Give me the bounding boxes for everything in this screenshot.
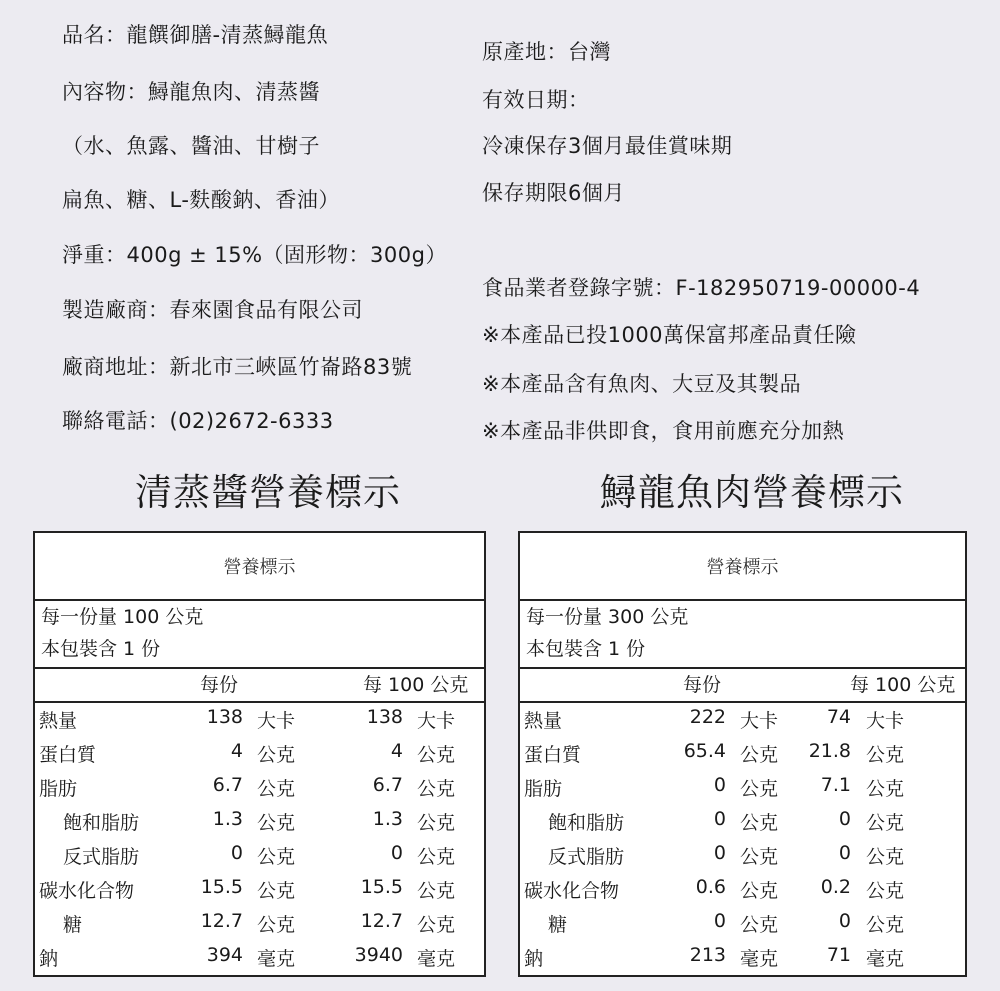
per-100g-unit: 公克: [866, 812, 905, 834]
per-serving-value: 138: [206, 706, 243, 728]
column-header: [520, 667, 965, 703]
per-100g-value: 0.2: [820, 876, 851, 898]
table-row: [520, 941, 965, 975]
per-serving-value: 4: [230, 740, 243, 762]
nutrient-name: 熱量: [524, 710, 563, 732]
insurance-note: ※本產品已投1000萬保富邦產品責任險: [482, 323, 857, 347]
allergen-note: ※本產品含有魚肉、大豆及其製品: [482, 372, 802, 396]
table-row: [35, 941, 484, 975]
per-100g-value: 3940: [354, 944, 403, 966]
per-serving-unit: 大卡: [257, 710, 296, 732]
serving-size: 每一份量 300 公克: [526, 606, 689, 628]
per-serving-unit: 毫克: [740, 948, 779, 970]
nutrient-name: 糖: [548, 914, 568, 936]
per-serving-value: 6.7: [212, 774, 243, 796]
per-serving-value: 0.6: [695, 876, 726, 898]
nutrient-name: 鈉: [39, 948, 59, 970]
per-100g-value: 6.7: [372, 774, 403, 796]
per-serving-unit: 毫克: [257, 948, 296, 970]
nutrient-name: 熱量: [39, 710, 78, 732]
per-100g-value: 71: [826, 944, 851, 966]
manufacturer: 製造廠商：春來園食品有限公司: [62, 298, 363, 322]
per-serving-unit: 公克: [257, 846, 296, 868]
per-serving-value: 0: [713, 774, 726, 796]
table-row: [520, 703, 965, 737]
per-100g-value: 138: [366, 706, 403, 728]
per-100g-value: 74: [826, 706, 851, 728]
per-100g-unit: 公克: [417, 914, 456, 936]
table-row: [35, 907, 484, 941]
shelf-life: 保存期限6個月: [482, 181, 625, 205]
ingredients-line-1: （水、魚露、醬油、甘樹子: [62, 134, 320, 158]
manufacturer-address: 廠商地址：新北市三峽區竹崙路83號: [62, 355, 413, 379]
per-100g-unit: 公克: [417, 778, 456, 800]
column-header: [35, 667, 484, 703]
per-100g-unit: 公克: [417, 812, 456, 834]
nutrient-name: 碳水化合物: [39, 880, 135, 902]
nutrient-name: 碳水化合物: [524, 880, 620, 902]
per-serving-unit: 公克: [257, 812, 296, 834]
per-serving-value: 0: [713, 910, 726, 932]
serving-info: [35, 599, 484, 669]
per-100g-unit: 公克: [866, 914, 905, 936]
nutrient-name: 反式脂肪: [63, 846, 140, 868]
table-row: [35, 771, 484, 805]
ingredients-line-2: 扁魚、糖、L-麩酸鈉、香油）: [62, 188, 340, 212]
per-100g-value: 15.5: [360, 876, 403, 898]
per-100g-unit: 公克: [866, 880, 905, 902]
per-100g-value: 0: [838, 842, 851, 864]
per-serving-unit: 公克: [257, 914, 296, 936]
per-serving-value: 0: [713, 842, 726, 864]
per-serving-value: 394: [206, 944, 243, 966]
col-per-100g: 每 100 公克: [363, 674, 469, 696]
per-100g-unit: 公克: [417, 880, 456, 902]
per-100g-value: 21.8: [808, 740, 851, 762]
per-serving-value: 0: [713, 808, 726, 830]
per-100g-unit: 大卡: [417, 710, 456, 732]
per-100g-value: 4: [390, 740, 403, 762]
per-serving-unit: 公克: [257, 778, 296, 800]
nutrition-header: 營養標示: [35, 533, 484, 601]
per-100g-unit: 公克: [417, 744, 456, 766]
servings-per-pack: 本包裝含 1 份: [41, 638, 161, 660]
serving-info: [520, 599, 965, 669]
expiry-label: 有效日期：: [482, 88, 590, 112]
nutrient-name: 飽和脂肪: [63, 812, 140, 834]
table-row: [35, 805, 484, 839]
per-100g-value: 7.1: [820, 774, 851, 796]
nutrient-name: 脂肪: [39, 778, 78, 800]
per-serving-value: 0: [230, 842, 243, 864]
nutrient-name: 蛋白質: [39, 744, 97, 766]
per-100g-unit: 公克: [866, 744, 905, 766]
table-row: [35, 839, 484, 873]
per-serving-unit: 公克: [740, 778, 779, 800]
per-serving-value: 65.4: [683, 740, 726, 762]
per-100g-unit: 公克: [866, 778, 905, 800]
table-row: [520, 907, 965, 941]
nutrient-name: 蛋白質: [524, 744, 582, 766]
per-serving-unit: 公克: [740, 744, 779, 766]
net-weight: 淨重：400g ± 15%（固形物：300g）: [62, 243, 447, 267]
table-row: [520, 737, 965, 771]
product-name: 品名：龍饌御膳-清蒸鱘龍魚: [62, 23, 329, 47]
per-100g-value: 0: [390, 842, 403, 864]
per-serving-value: 15.5: [200, 876, 243, 898]
per-serving-unit: 公克: [740, 812, 779, 834]
per-100g-unit: 大卡: [866, 710, 905, 732]
per-100g-unit: 毫克: [866, 948, 905, 970]
table-row: [35, 703, 484, 737]
col-per-serving: 每份: [200, 674, 239, 696]
col-per-serving: 每份: [683, 674, 722, 696]
table-row: [520, 805, 965, 839]
per-serving-unit: 公克: [740, 914, 779, 936]
best-before: 冷凍保存3個月最佳賞味期: [482, 134, 733, 158]
nutrient-name: 脂肪: [524, 778, 563, 800]
per-serving-unit: 公克: [257, 744, 296, 766]
heating-note: ※本產品非供即食，食用前應充分加熱: [482, 419, 845, 443]
table-row: [35, 737, 484, 771]
per-100g-unit: 公克: [417, 846, 456, 868]
contents: 內容物：鱘龍魚肉、清蒸醬: [62, 80, 320, 104]
per-serving-value: 12.7: [200, 910, 243, 932]
col-per-100g: 每 100 公克: [850, 674, 956, 696]
serving-size: 每一份量 100 公克: [41, 606, 204, 628]
origin: 原產地：台灣: [482, 40, 611, 64]
per-serving-unit: 公克: [257, 880, 296, 902]
table-row: [35, 873, 484, 907]
per-100g-value: 0: [838, 808, 851, 830]
per-serving-value: 1.3: [212, 808, 243, 830]
per-100g-value: 12.7: [360, 910, 403, 932]
per-serving-unit: 大卡: [740, 710, 779, 732]
table-row: [520, 771, 965, 805]
registration-number: 食品業者登錄字號：F-182950719-00000-4: [482, 276, 921, 300]
table-row: [520, 839, 965, 873]
servings-per-pack: 本包裝含 1 份: [526, 638, 646, 660]
nutrient-name: 反式脂肪: [548, 846, 625, 868]
per-100g-unit: 毫克: [417, 948, 456, 970]
per-serving-value: 222: [689, 706, 726, 728]
right-table-title: 鱘龍魚肉營養標示: [600, 471, 904, 514]
table-row: [520, 873, 965, 907]
per-serving-unit: 公克: [740, 880, 779, 902]
contact-phone: 聯絡電話：(02)2672-6333: [62, 409, 334, 433]
left-table-title: 清蒸醬營養標示: [135, 471, 401, 514]
per-100g-value: 1.3: [372, 808, 403, 830]
per-serving-unit: 公克: [740, 846, 779, 868]
nutrient-name: 飽和脂肪: [548, 812, 625, 834]
nutrient-name: 糖: [63, 914, 83, 936]
nutrient-name: 鈉: [524, 948, 544, 970]
per-100g-unit: 公克: [866, 846, 905, 868]
per-serving-value: 213: [689, 944, 726, 966]
left-nutrition-table: [33, 531, 486, 977]
nutrition-header: 營養標示: [520, 533, 965, 601]
right-nutrition-table: [518, 531, 967, 977]
per-100g-value: 0: [838, 910, 851, 932]
